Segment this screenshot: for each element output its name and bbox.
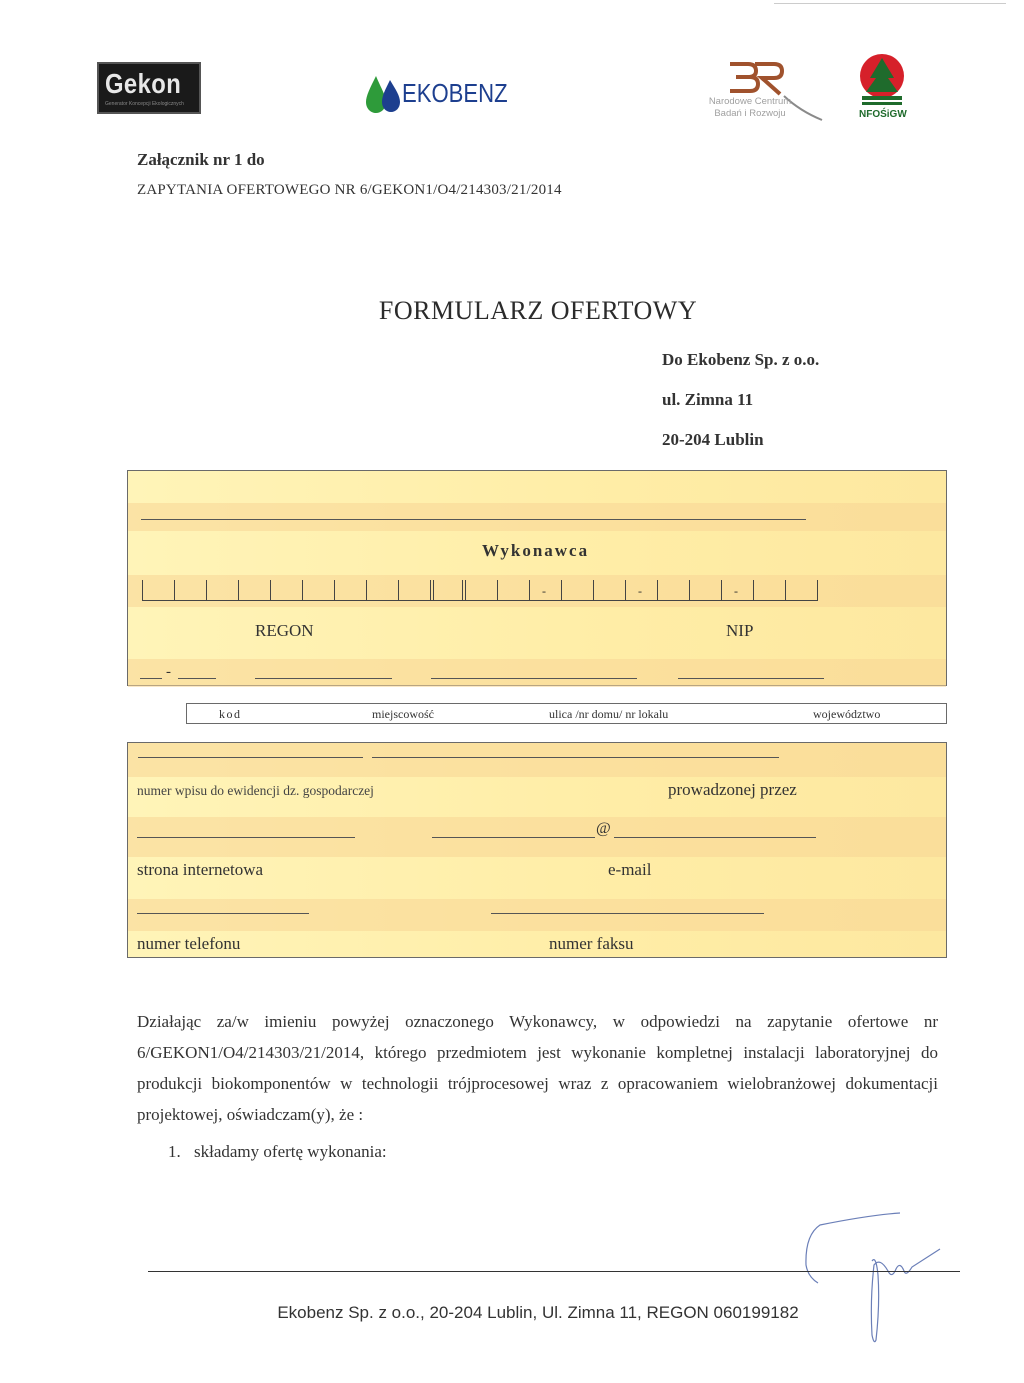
street-field[interactable] [431,678,637,679]
zip-code-first-field[interactable] [140,678,162,679]
nip-digit-cell[interactable] [497,580,529,601]
regon-digit-cell[interactable] [398,580,430,601]
nip-digit-cell[interactable] [689,580,721,601]
zip-code-separator: - [166,664,171,680]
address-labels-row [186,703,947,724]
zip-code-second-field[interactable] [178,678,216,679]
gekon-logo-text: Gekon [105,68,182,99]
email-user-field[interactable] [432,837,595,838]
street-label: ulica /nr domu/ nr lokalu [549,707,669,721]
inquiry-number: ZAPYTANIA OFERTOWEGO NR 6/GEKON1/O4/214303/21/2014 [137,182,562,198]
phone-field[interactable] [137,913,309,914]
gekon-logo-tagline: Generator Koncepcji Ekologicznych [105,101,184,107]
ncbr-logo-text: Narodowe Centrum Badań i Rozwoju [708,96,792,119]
nip-separator: - [542,584,546,598]
nip-digit-cell[interactable] [785,580,818,601]
ekobenz-drops-icon [366,70,402,114]
regon-digit-cell[interactable] [334,580,366,601]
nip-digit-cell[interactable] [529,580,561,601]
fax-field[interactable] [491,913,764,914]
nip-digit-cell[interactable] [593,580,625,601]
nfosigw-logo [856,52,908,122]
contact-form-box [127,742,947,958]
website-field[interactable] [137,837,355,838]
nip-digit-cell[interactable] [625,580,657,601]
nip-digit-cell[interactable] [465,580,497,601]
fax-label: numer faksu [549,934,634,953]
ncbr-logo [700,56,825,122]
regon-digit-cell[interactable] [302,580,334,601]
nip-digit-cell[interactable] [657,580,689,601]
footer-divider [148,1271,960,1272]
regon-digit-cell[interactable] [174,580,206,601]
voivodeship-field[interactable] [678,678,824,679]
declaration-paragraph: Działając za/w imieniu powyżej oznaczonego Wykonawcy, w odpowiedzi na zapytanie ofertowe nr 6/GEKON1/O4/214303/21/2014, którego przedmiotem jest wykonanie kompletnej instalacji laboratoryjnej do produkcji biokomponentów w technologii trójprocesowej wraz z opracowaniem wielobranżowej dokumentacji projektowej, oświadczam(y), że : [137,1012,938,1124]
registry-authority-label: prowadzonej przez [668,780,797,799]
ekobenz-logo-text: EKOBENZ [402,78,508,108]
contractor-label: Wykonawca [482,541,590,560]
email-label: e-mail [608,860,652,879]
regon-digit-cell[interactable] [142,580,174,601]
footer-text: Ekobenz Sp. z o.o., 20-204 Lublin, Ul. Zimna 11, REGON 060199182 [277,1303,799,1322]
gekon-logo [97,62,201,114]
regon-digit-cell[interactable] [238,580,270,601]
nip-digit-boxes[interactable] [433,580,818,601]
regon-label: REGON [255,621,314,640]
form-band [128,659,946,687]
page-title: FORMULARZ OFERTOWY [378,296,698,325]
list-number: 1. [168,1142,181,1161]
form-band [128,743,946,777]
regon-digit-cell[interactable] [206,580,238,601]
phone-label: numer telefonu [137,934,241,953]
nip-digit-cell[interactable] [753,580,785,601]
nip-separator: - [638,584,642,598]
scan-edge-line [774,3,1006,4]
form-band [128,503,946,531]
ekobenz-logo [366,70,506,114]
voivodeship-label: województwo [813,707,881,721]
nip-label: NIP [726,621,754,640]
email-domain-field[interactable] [614,837,816,838]
recipient-name: Do Ekobenz Sp. z o.o. [662,350,820,369]
city-field[interactable] [255,678,392,679]
form-band [128,899,946,931]
attachment-heading: Załącznik nr 1 do [137,150,265,169]
nfosigw-logo-text: NFOŚiGW [859,109,907,120]
registry-number-label: numer wpisu do ewidencji dz. gospodarczej [137,783,374,798]
nip-digit-cell[interactable] [561,580,593,601]
zip-code-label: kod [219,707,242,721]
list-item-text: składamy ofertę wykonania: [194,1142,387,1161]
city-label: miejscowość [372,707,434,721]
nip-separator: - [734,584,738,598]
regon-digit-boxes[interactable] [142,580,463,601]
signature-mark [800,1205,970,1345]
website-label: strona internetowa [137,860,264,879]
regon-digit-cell[interactable] [270,580,302,601]
regon-digit-cell[interactable] [366,580,398,601]
contractor-form-box [127,470,947,686]
recipient-city: 20-204 Lublin [662,430,764,449]
email-at-sign: @ [596,820,611,837]
nip-digit-cell[interactable] [721,580,753,601]
nfosigw-tree-icon [856,52,908,108]
nip-digit-cell[interactable] [433,580,465,601]
recipient-street: ul. Zimna 11 [662,390,754,409]
registry-authority-field[interactable] [372,757,779,758]
contractor-name-field[interactable] [141,519,806,520]
registry-number-field[interactable] [138,757,363,758]
